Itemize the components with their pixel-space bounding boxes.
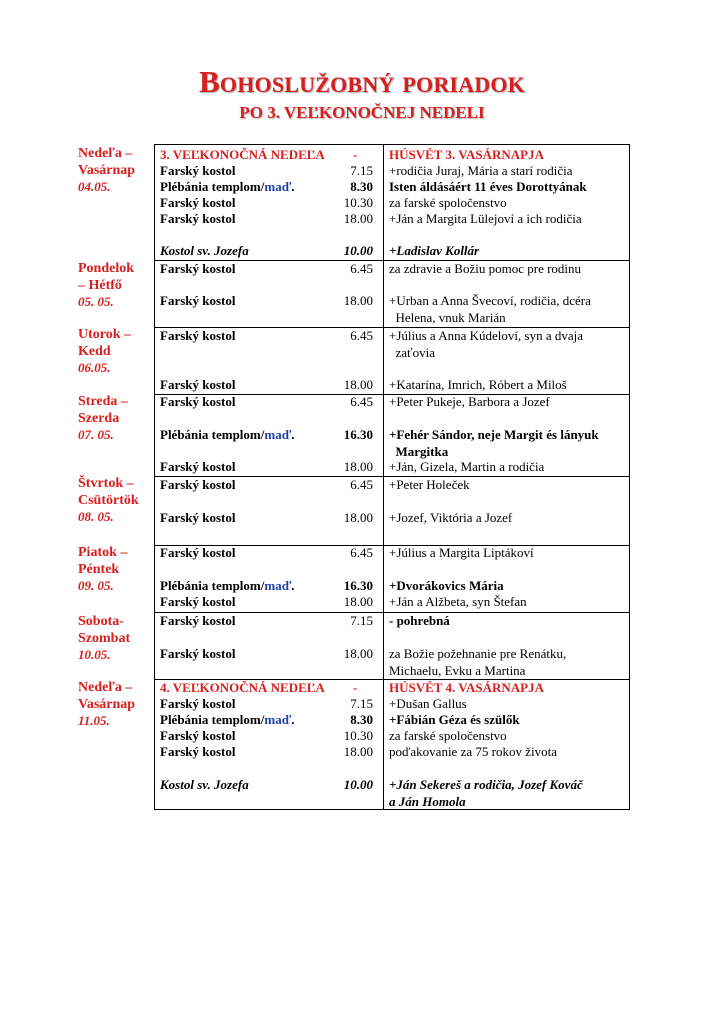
day-name-hu: Csütörtök: [78, 492, 139, 508]
day-name-sk: Streda –: [78, 394, 128, 409]
intention-line: zaťovia: [395, 344, 435, 360]
day-label: [78, 146, 154, 196]
day-date: 05. 05.: [78, 294, 114, 309]
church-name-text: Plébánia templom/: [160, 179, 265, 194]
day-name-sk: Utorok –: [78, 327, 132, 342]
page-title: Bohoslužobný poriadok: [199, 64, 525, 99]
dash: -: [353, 680, 358, 695]
church-name: Farský kostol: [160, 163, 236, 178]
church-name: Farský kostol: [160, 594, 236, 609]
day-label: [78, 261, 154, 311]
intention-line: a Ján Homola: [389, 793, 466, 809]
dash: -: [353, 147, 358, 162]
day-label: [78, 327, 154, 377]
day-label: [78, 614, 154, 664]
day-date: 07. 05.: [78, 427, 114, 442]
church-name: Farský kostol: [160, 613, 236, 628]
day-name-sk: Štvrtok –: [78, 476, 134, 491]
mass-intention: [389, 427, 627, 460]
mass-time: 8.30: [350, 712, 373, 727]
day-date: 04.05.: [78, 179, 111, 194]
mass-time: 6.45: [350, 477, 373, 492]
church-name: Farský kostol: [160, 394, 236, 409]
mass-intention: +Ján, Gizela, Martin a rodičia: [389, 459, 545, 474]
mass-time: 6.45: [350, 328, 373, 343]
church-name: Farský kostol: [160, 459, 236, 474]
church-name: [160, 179, 294, 196]
liturgy-title: 3. VEĽKONOČNÁ NEDEĽA: [160, 147, 325, 162]
mass-time: 18.00: [343, 377, 373, 392]
mass-time: 6.45: [350, 545, 373, 560]
day-date: 11.05.: [78, 713, 110, 728]
day-name-hu: Kedd: [78, 343, 111, 359]
mass-intention: +Fábián Géza és szülők: [389, 712, 520, 727]
day-date: 08. 05.: [78, 509, 114, 524]
church-name: [160, 712, 294, 729]
church-name: Farský kostol: [160, 377, 236, 392]
mass-intention: [389, 777, 627, 810]
mass-time: 10.00: [343, 777, 373, 792]
day-name-sk: Nedeľa –: [78, 146, 133, 161]
church-name: Farský kostol: [160, 510, 236, 525]
church-name: Farský kostol: [160, 293, 236, 308]
mass-time: 18.00: [343, 744, 373, 759]
church-name: Farský kostol: [160, 646, 236, 661]
mass-intention: +Július a Margita Liptákoví: [389, 545, 534, 560]
church-name: Farský kostol: [160, 477, 236, 492]
church-name: Farský kostol: [160, 545, 236, 560]
mass-time: 8.30: [350, 179, 373, 194]
day-name-sk: Pondelok: [78, 261, 135, 276]
intention-line: Margitka: [395, 443, 449, 459]
mass-time: 18.00: [343, 459, 373, 474]
church-name: Farský kostol: [160, 195, 236, 210]
mass-intention: [389, 328, 627, 361]
day-label: [78, 394, 154, 444]
mass-intention: za farské spoločenstvo: [389, 728, 507, 743]
mass-intention: [389, 293, 627, 326]
schedule-table: [154, 144, 630, 810]
church-name-text: Plébánia templom/: [160, 578, 265, 593]
intention-line: Michaelu, Evku a Martina: [389, 662, 526, 678]
mass-intention: +rodičia Juraj, Mária a starí rodičia: [389, 163, 573, 178]
mass-intention: +Peter Pukeje, Barbora a Jozef: [389, 394, 550, 409]
day-name-hu: Vasárnap: [78, 696, 136, 712]
church-name: Farský kostol: [160, 211, 236, 226]
intention-line: +Ján Sekereš a rodičia, Jozef Kováč: [389, 777, 583, 792]
mass-time: 7.15: [350, 163, 373, 178]
mass-intention: za zdravie a Božiu pomoc pre rodinu: [389, 261, 582, 276]
day-name-hu: Péntek: [78, 561, 120, 577]
day-name-hu: Szombat: [78, 630, 131, 646]
day-name-hu: – Hétfő: [78, 277, 122, 293]
mass-intention: [389, 646, 627, 679]
mass-intention: Isten áldásáért 11 éves Dorottyának: [389, 179, 587, 194]
church-name: Kostol sv. Jozefa: [160, 243, 249, 258]
mass-time: 18.00: [343, 510, 373, 525]
day-name-hu: Vasárnap: [78, 162, 136, 178]
mass-time: 18.00: [343, 211, 373, 226]
day-name-hu: Szerda: [78, 410, 120, 426]
mass-intention: +Ján a Alžbeta, syn Štefan: [389, 594, 527, 609]
liturgy-title-hu: HÚSVÉT 4. VASÁRNAPJA: [389, 680, 544, 695]
day-label: [78, 680, 154, 730]
church-name-suffix: .: [291, 712, 295, 727]
language-tag: maď: [264, 578, 292, 593]
mass-intention: - pohrebná: [389, 613, 450, 628]
church-name: [160, 578, 294, 595]
mass-intention: +Ladislav Kollár: [389, 243, 480, 258]
mass-time: 18.00: [343, 594, 373, 609]
mass-intention: +Dušan Gallus: [389, 696, 467, 711]
mass-intention: +Peter Holeček: [389, 477, 470, 492]
mass-intention: +Jozef, Viktória a Jozef: [389, 510, 513, 525]
mass-intention: +Katarína, Imrich, Róbert a Miloš: [389, 377, 567, 392]
church-name-suffix: .: [291, 578, 295, 593]
mass-time: 10.00: [343, 243, 373, 258]
day-name-sk: Nedeľa –: [78, 680, 133, 695]
mass-time: 6.45: [350, 394, 373, 409]
mass-time: 7.15: [350, 613, 373, 628]
church-name-suffix: .: [291, 427, 295, 442]
day-date: 06.05.: [78, 360, 111, 375]
church-name: Farský kostol: [160, 328, 236, 343]
day-label: [78, 545, 154, 595]
church-name: Farský kostol: [160, 696, 236, 711]
liturgy-title-hu: HÚSVÉT 3. VASÁRNAPJA: [389, 147, 544, 162]
language-tag: maď: [264, 712, 292, 727]
church-name: Farský kostol: [160, 744, 236, 759]
church-name: Farský kostol: [160, 261, 236, 276]
liturgy-title: 4. VEĽKONOČNÁ NEDEĽA: [160, 680, 325, 695]
language-tag: maď: [264, 179, 292, 194]
mass-time: 7.15: [350, 696, 373, 711]
page-subtitle: PO 3. VEĽKONOČNEJ NEDELI: [239, 103, 485, 122]
intention-line: za Božie požehnanie pre Renátku,: [389, 646, 567, 661]
day-name-sk: Sobota-: [78, 614, 124, 629]
mass-time: 6.45: [350, 261, 373, 276]
day-date: 09. 05.: [78, 578, 114, 593]
church-name: [160, 427, 294, 444]
intention-line: +Urban a Anna Švecoví, rodičia, dcéra: [389, 293, 591, 308]
mass-time: 16.30: [343, 578, 373, 593]
day-label: [78, 476, 154, 526]
church-name: Farský kostol: [160, 728, 236, 743]
mass-intention: poďakovanie za 75 rokov života: [389, 744, 557, 759]
intention-line: +Fehér Sándor, neje Margit és lányuk: [389, 427, 599, 442]
column-divider: [383, 145, 384, 809]
mass-intention: za farské spoločenstvo: [389, 195, 507, 210]
day-date: 10.05.: [78, 647, 111, 662]
mass-time: 16.30: [343, 427, 373, 442]
mass-intention: +Dvorákovics Mária: [389, 578, 504, 593]
language-tag: maď: [264, 427, 292, 442]
mass-time: 18.00: [343, 646, 373, 661]
intention-line: +Július a Anna Kúdeloví, syn a dvaja: [389, 328, 583, 343]
mass-time: 18.00: [343, 293, 373, 308]
church-name-text: Plébánia templom/: [160, 712, 265, 727]
day-name-sk: Piatok –: [78, 545, 128, 560]
mass-time: 10.30: [343, 728, 373, 743]
church-name-suffix: .: [291, 179, 295, 194]
church-name-text: Plébánia templom/: [160, 427, 265, 442]
mass-intention: +Ján a Margita Lülejoví a ich rodičia: [389, 211, 582, 226]
mass-time: 10.30: [343, 195, 373, 210]
church-name: Kostol sv. Jozefa: [160, 777, 249, 792]
intention-line: Helena, vnuk Marián: [395, 309, 506, 325]
